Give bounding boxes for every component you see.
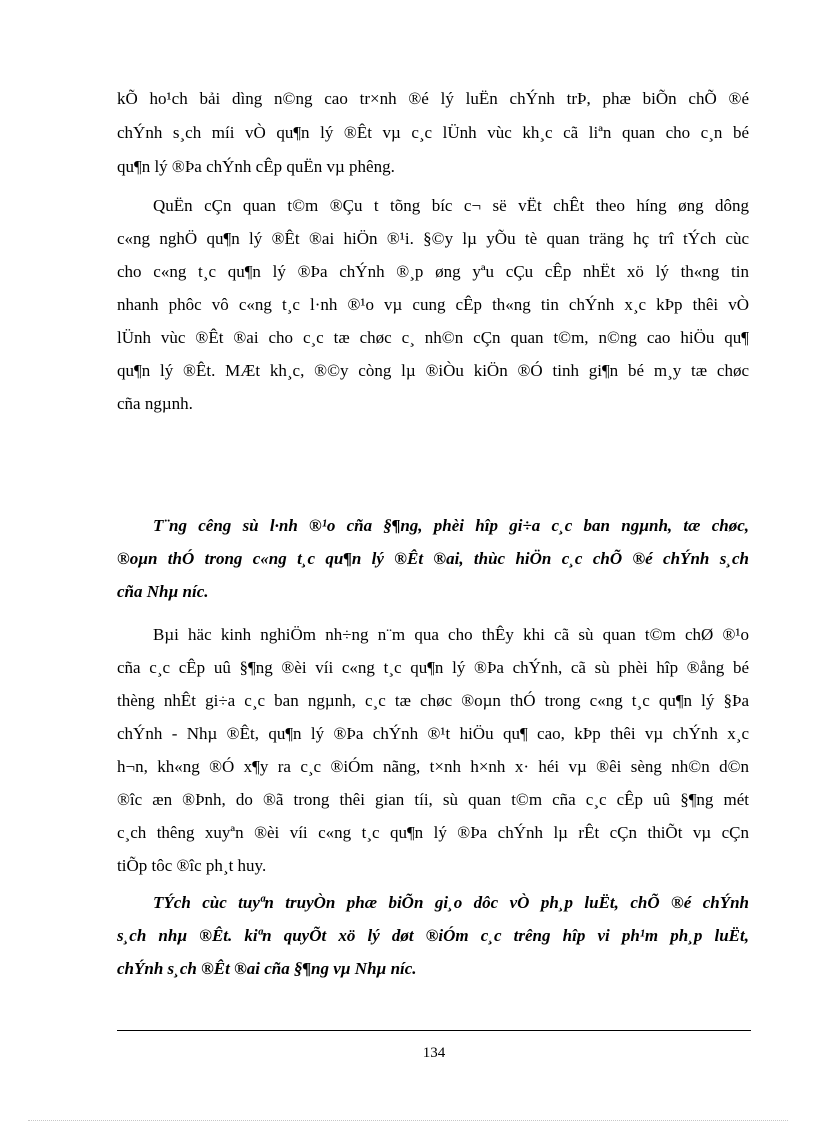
text-line: chÝnh - Nhµ ®Êt, qu¶n lý ®Þa chÝnh ®¹t hiÖu qu¶ cao, kÞp thêi vµ chÝnh x¸c [117,724,749,743]
text-line: Bµi häc kinh nghiÖm nh÷ng n¨m qua cho thÊy khi cã sù quan t©m chØ ®¹o [153,625,749,644]
text-line: c«ng nghÖ qu¶n lý ®Êt ®ai hiÖn ®¹i. §©y lµ yÕu tè quan träng hç trî tÝch cùc [117,229,749,248]
heading-line: T¨ng cêng sù l·nh ®¹o cña §¶ng, phèi hîp gi÷a c¸c ban ngµnh, tæ chøc, [153,516,749,535]
text-line: qu¶n lý ®Êt. MÆt kh¸c, ®©y còng lµ ®iÒu kiÖn ®Ó tinh gi¶n bé m¸y tæ chøc [117,361,749,380]
heading-line: cña Nhµ níc. [117,582,209,601]
text-line: cho c«ng t¸c qu¶n lý ®Þa chÝnh ®¸p øng yªu cÇu cÊp nhËt xö lý th«ng tin [117,262,749,281]
text-line: kÕ ho¹ch bải dìng n©ng cao tr×nh ®é lý luËn chÝnh trÞ, phæ biÕn chÕ ®é [117,89,749,108]
page-number: 134 [422,1045,446,1061]
text-line: cña c¸c cÊp uû §¶ng ®èi víi c«ng t¸c qu¶n lý ®Þa chÝnh, cã sù phèi hîp ®ång bé [117,658,749,677]
text-line: tiÕp tôc ®îc ph¸t huy. [117,856,267,875]
heading-line: TÝch cùc tuyªn truyÒn phæ biÕn gi¸o dôc vÒ ph¸p luËt, chÕ ®é chÝnh [153,893,749,912]
text-line: nhanh phôc vô c«ng t¸c l·nh ®¹o vµ cung cÊp th«ng tin chÝnh x¸c kÞp thêi vÒ [117,295,749,314]
text-line: cña ngµnh. [117,394,193,413]
text-line: thèng nhÊt gi÷a c¸c ban ngµnh, c¸c tæ chøc ®oµn thÓ trong c«ng t¸c qu¶n lý §Þa [117,691,749,710]
heading-line: s¸ch nhµ ®Êt. kiªn quyÕt xö lý døt ®iÓm c¸c trêng hîp vi ph¹m ph¸p luËt, [117,926,749,945]
text-line: QuËn cÇn quan t©m ®Çu t tõng bíc c¬ së vËt chÊt theo híng øng dông [153,196,749,215]
heading-line: ®oµn thÓ trong c«ng t¸c qu¶n lý ®Êt ®ai, thùc hiÖn c¸c chÕ ®é chÝnh s¸ch [117,549,749,568]
text-line: h¬n, kh«ng ®Ó x¶y ra c¸c ®iÓm nãng, t×nh h×nh x· héi vµ ®êi sèng nh©n d©n [117,757,749,776]
page-bottom-dotted-border [28,1120,788,1121]
text-line: c¸ch thêng xuyªn ®èi víi c«ng t¸c qu¶n lý ®Þa chÝnh lµ rÊt cÇn thiÕt vµ cÇn [117,823,749,842]
text-line: qu¶n lý ®Þa chÝnh cÊp quËn vµ phêng. [117,157,395,176]
heading-line: chÝnh s¸ch ®Êt ®ai cña §¶ng vµ Nhµ níc. [117,959,417,978]
footer-rule [117,1030,751,1031]
text-line: chÝnh s¸ch míi vÒ qu¶n lý ®Êt vµ c¸c lÜnh vùc kh¸c cã liªn quan cho c¸n bé [117,123,749,142]
text-line: ®îc æn ®Þnh, do ®ã trong thêi gian tíi, sù quan t©m cña c¸c cÊp uû §¶ng mét [117,790,749,809]
text-line: lÜnh vùc ®Êt ®ai cho c¸c tæ chøc c¸ nh©n cÇn quan t©m, n©ng cao hiÖu qu¶ [117,328,749,347]
